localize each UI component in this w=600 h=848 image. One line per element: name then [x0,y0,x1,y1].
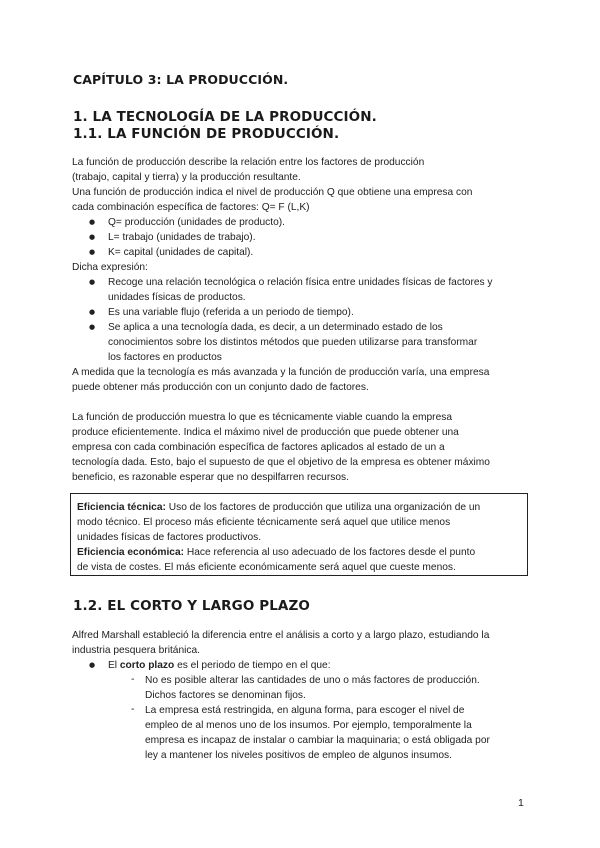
bullet-icon: ● [89,308,96,316]
chapter-title: CAPÍTULO 3: LA PRODUCCIÓN. [73,72,289,87]
list-item: Es una variable flujo (referida a un periodo de tiempo). [108,307,354,318]
definition-tecnica [77,500,480,516]
paragraph-line: produce eficientemente. Indica el máximo nivel de producción que puede obtener una [72,427,459,438]
section-title-1-1: 1.1. LA FUNCIÓN DE PRODUCCIÓN. [73,126,340,142]
list-item: Se aplica a una tecnología dada, es decir, a un determinado estado de los [108,322,443,333]
paragraph-line: empresa con cada combinación específica de factores aplicados al estado de un a [72,442,445,453]
paragraph-line: tecnología dada. Esto, bajo el supuesto de que el objetivo de la empresa es obtener máximo [72,457,490,468]
paragraph-line: La función de producción muestra lo que es técnicamente viable cuando la empresa [72,412,453,423]
list-item-continuation: conocimientos sobre los distintos métodos que pueden utilizarse para transformar [108,337,478,348]
list-item-prefix: El [108,660,120,671]
definition-text: modo técnico. El proceso más eficiente técnicamente será aquel que utilice menos [77,517,451,528]
list-item: L= trabajo (unidades de trabajo). [108,232,256,243]
corto-plazo-term: corto plazo [119,660,175,671]
definition-text: unidades físicas de factores productivos. [77,532,262,543]
definition-term: Eficiencia técnica: [77,502,166,513]
paragraph-line: industria pesquera británica. [72,645,200,656]
sub-item: La empresa está restringida, en alguna forma, para escoger el nivel de [145,705,465,716]
definition-text: Hace referencia al uso adecuado de los factores desde el punto [184,547,476,558]
page-number: 1 [518,797,524,809]
intro-line: Una función de producción indica el nivel de producción Q que obtiene una empresa con [72,187,473,198]
intro-line: cada combinación específica de factores: Q= F (L,K) [72,202,310,213]
dash-icon: - [131,703,135,715]
list-item [108,658,331,674]
sub-item-continuation: Dichos factores se denominan fijos. [145,690,306,701]
definition-term: Eficiencia económica: [77,547,185,558]
bullet-icon: ● [89,233,96,241]
definition-economica [77,545,475,561]
definition-text: de vista de costes. El más eficiente económicamente será aquel que cueste menos. [77,562,456,573]
sub-item-continuation: empleo de al menos uno de los insumos. Por ejemplo, temporalmente la [145,720,472,731]
paragraph-line: beneficio, es razonable esperar que no despilfarren recursos. [72,472,349,483]
bullet-icon: ● [89,248,96,256]
sub-item-continuation: ley a mantener los niveles positivos de empleo de algunos insumos. [145,750,452,761]
sub-item: No es posible alterar las cantidades de uno o más factores de producción. [145,675,480,686]
list-item: Recoge una relación tecnológica o relación física entre unidades físicas de factores y [108,277,493,288]
list-item: Q= producción (unidades de producto). [108,217,285,228]
bullet-icon: ● [89,278,96,286]
intro-line: (trabajo, capital y tierra) y la producción resultante. [72,172,301,183]
bullet-icon: ● [89,661,96,669]
bullet-icon: ● [89,323,96,331]
paragraph-line: A medida que la tecnología es más avanzada y la función de producción varía, una empresa [72,367,490,378]
intro-line: La función de producción describe la relación entre los factores de producción [72,157,425,168]
definition-text: Uso de los factores de producción que utiliza una organización de un [165,502,481,513]
paragraph-line: Alfred Marshall estableció la diferencia entre el análisis a corto y a largo plazo, estudiando la [72,630,490,641]
expression-label: Dicha expresión: [72,262,148,273]
bullet-icon: ● [89,218,96,226]
sub-item-continuation: empresa es incapaz de instalar o cambiar la maquinaria; o está obligada por [145,735,490,746]
list-item-continuation: unidades físicas de productos. [108,292,246,303]
list-item-suffix: es el periodo de tiempo en el que: [174,660,331,671]
list-item: K= capital (unidades de capital). [108,247,254,258]
paragraph-line: puede obtener más producción con un conjunto dado de factores. [72,382,369,393]
section-title-1: 1. LA TECNOLOGÍA DE LA PRODUCCIÓN. [73,109,377,125]
section-title-1-2: 1.2. EL CORTO Y LARGO PLAZO [73,598,310,614]
dash-icon: - [131,673,135,685]
list-item-continuation: los factores en productos [108,352,222,363]
